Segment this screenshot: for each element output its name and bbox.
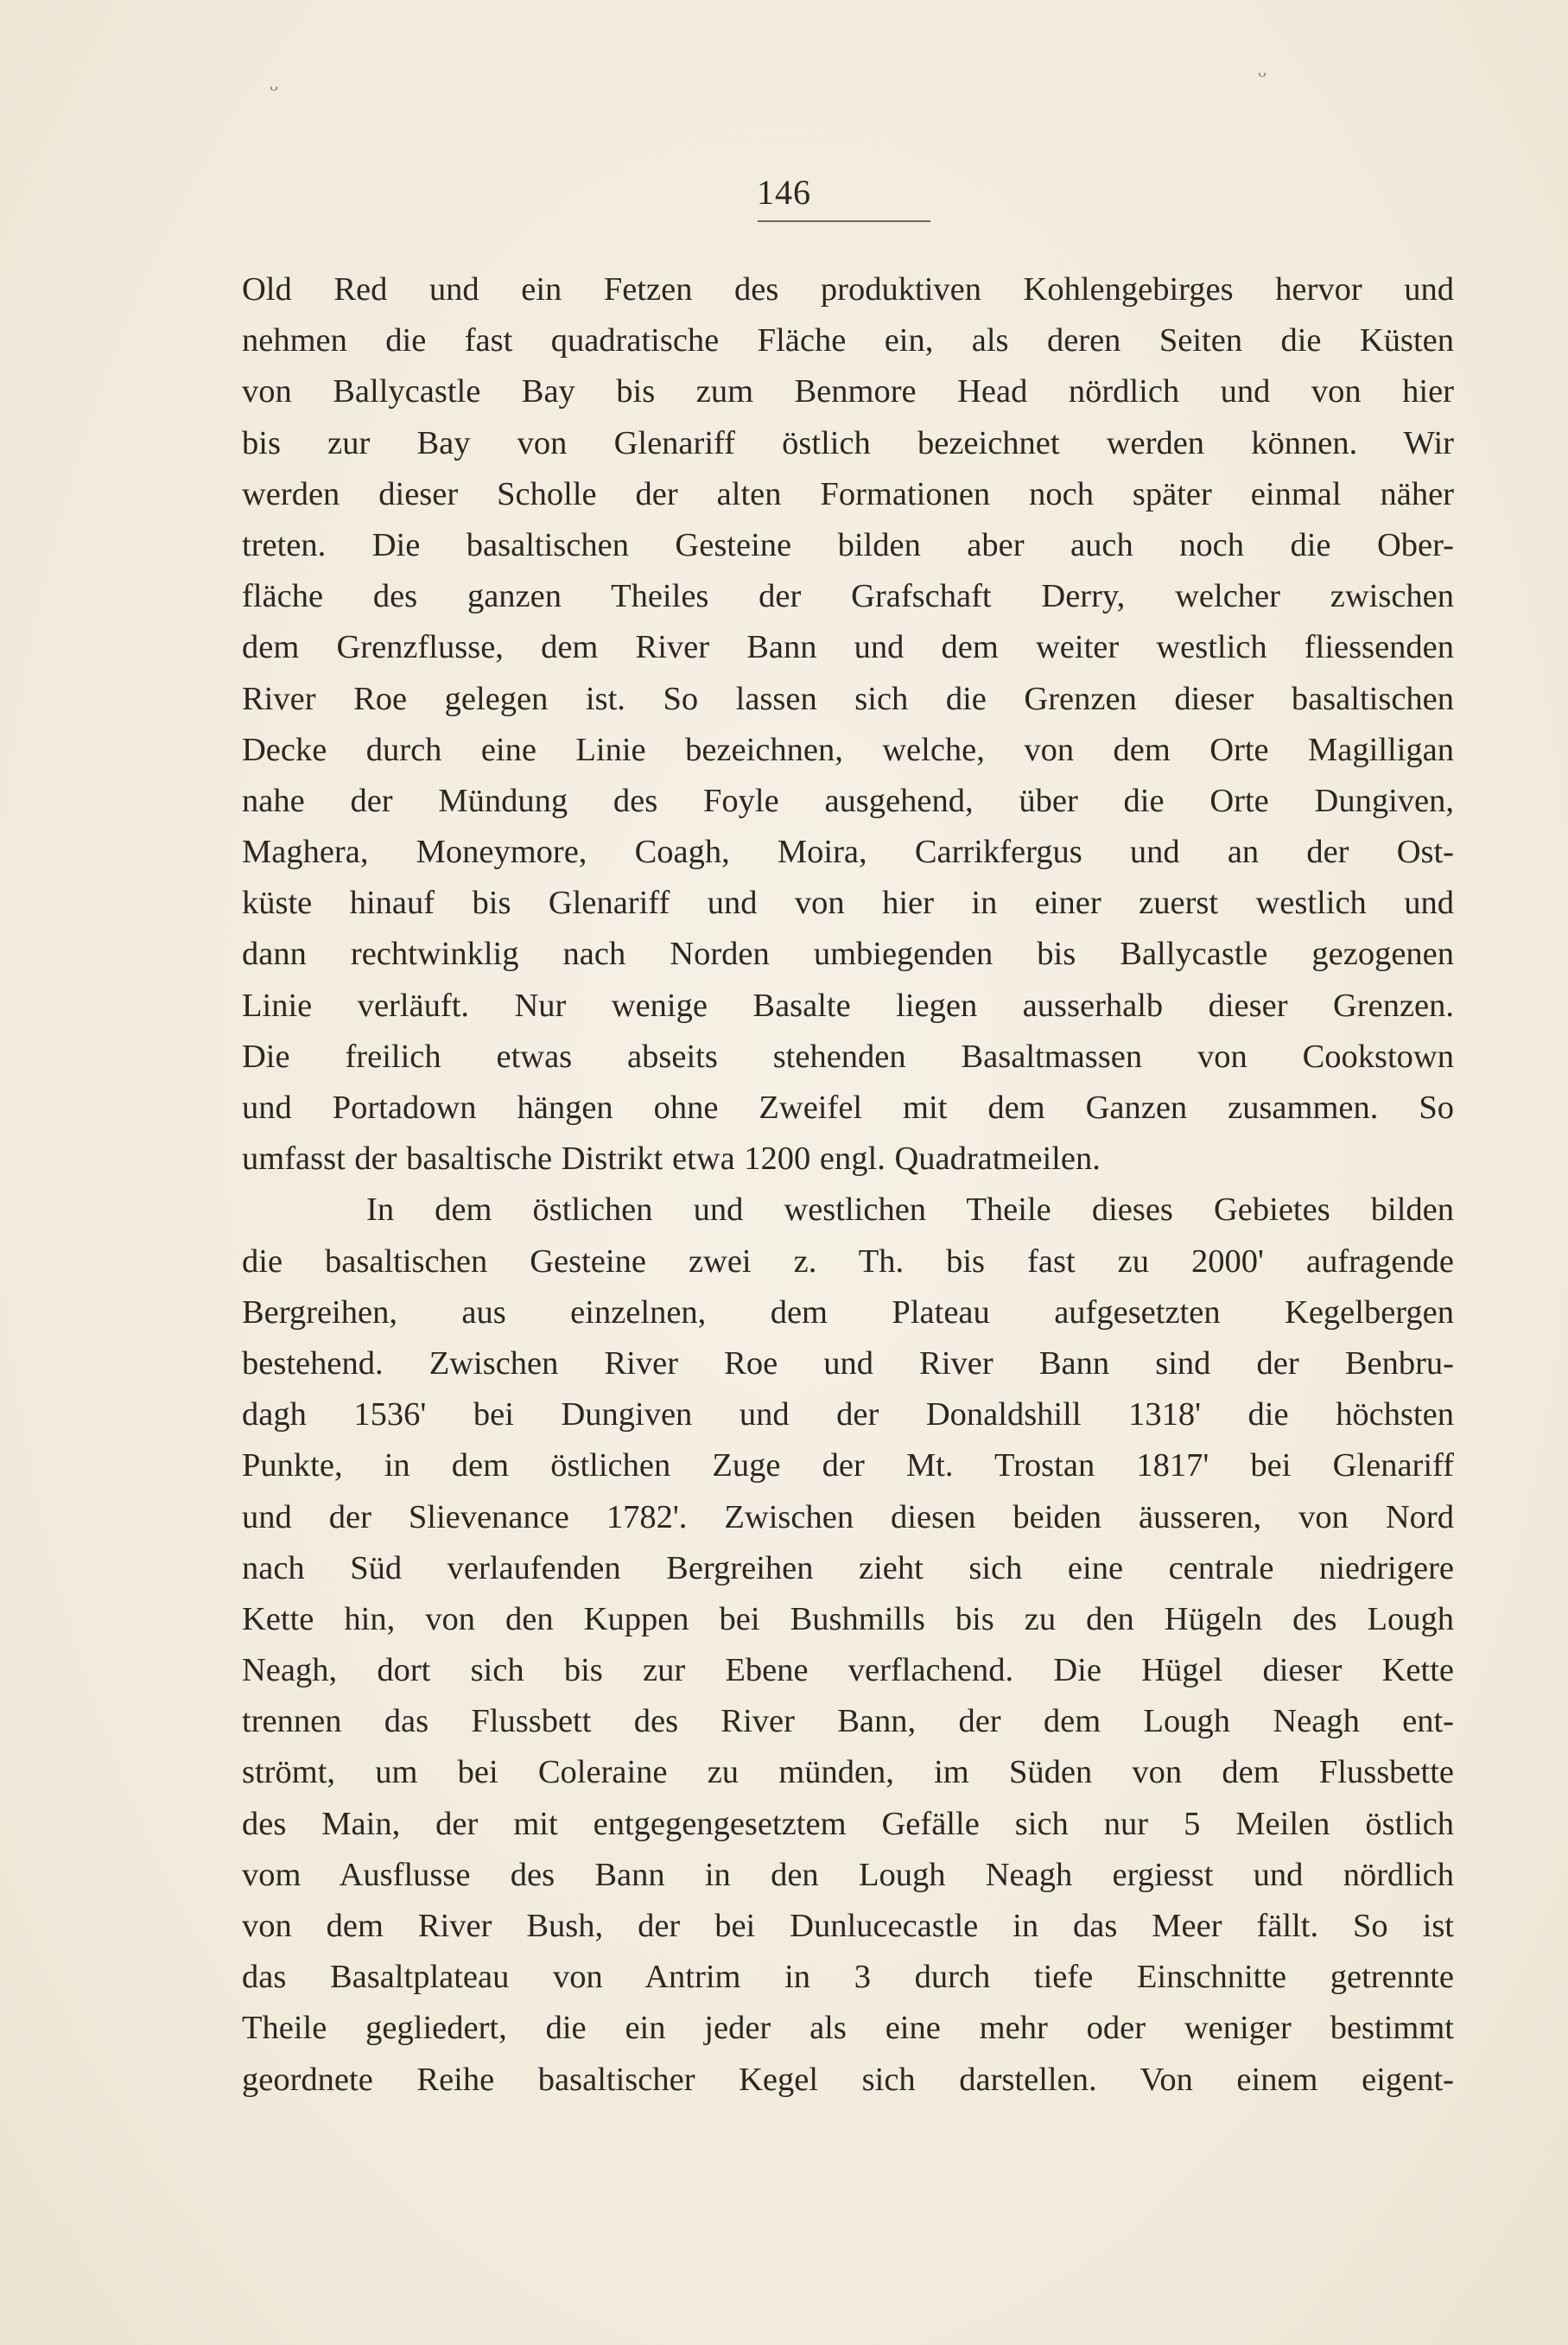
text-line: Punkte, in dem östlichen Zuge der Mt. Trostan 1817' bei Glenariff <box>242 1447 1454 1484</box>
text-line: nahe der Mündung des Foyle ausgehend, über die Orte Dungiven, <box>242 782 1454 819</box>
text-line: treten. Die basaltischen Gesteine bilden aber auch noch die Ober- <box>242 526 1454 563</box>
text-line: Bergreihen, aus einzelnen, dem Plateau aufgesetzten Kegelbergen <box>242 1293 1454 1331</box>
text-line: das Basaltplateau von Antrim in 3 durch tiefe Einschnitte getrennte <box>242 1959 1454 1996</box>
text-line: trennen das Flussbett des River Bann, der dem Lough Neagh ent- <box>242 1703 1454 1740</box>
text-line: von dem River Bush, der bei Dunlucecastle in das Meer fällt. So ist <box>242 1908 1454 1944</box>
text-line: Theile gegliedert, die ein jeder als eine mehr oder weniger bestimmt <box>242 2010 1454 2047</box>
text-line: dann rechtwinklig nach Norden umbiegenden bis Ballycastle gezogenen <box>242 936 1454 973</box>
body-text <box>242 264 1454 2106</box>
text-line: nach Süd verlaufenden Bergreihen zieht sich eine centrale niedrigere <box>242 1549 1454 1586</box>
text-line: und der Slievenance 1782'. Zwischen diesen beiden äusseren, von Nord <box>242 1498 1454 1535</box>
text-line: bis zur Bay von Glenariff östlich bezeichnet werden können. Wir <box>242 424 1454 461</box>
text-line: und Portadown hängen ohne Zweifel mit dem Ganzen zusammen. So <box>242 1090 1454 1126</box>
text-line: des Main, der mit entgegengesetztem Gefälle sich nur 5 Meilen östlich <box>242 1805 1454 1842</box>
text-line: die basaltischen Gesteine zwei z. Th. bis fast zu 2000' aufragende <box>242 1242 1454 1280</box>
text-line: von Ballycastle Bay bis zum Benmore Head nördlich und von hier <box>242 373 1454 410</box>
corner-mark-left: ᴗ <box>270 76 278 95</box>
text-line: Linie verläuft. Nur wenige Basalte liegen ausserhalb dieser Grenzen. <box>242 987 1454 1024</box>
text-line: Old Red und ein Fetzen des produktiven Kohlengebirges hervor und <box>242 271 1454 308</box>
text-line: vom Ausflusse des Bann in den Lough Neagh ergiesst und nördlich <box>242 1856 1454 1893</box>
text-line: fläche des ganzen Theiles der Grafschaft Derry, welcher zwischen <box>242 578 1454 615</box>
text-line: River Roe gelegen ist. So lassen sich die Grenzen dieser basaltischen <box>242 680 1454 717</box>
text-line: dem Grenzflusse, dem River Bann und dem weiter westlich fliessenden <box>242 629 1454 666</box>
text-line: bestehend. Zwischen River Roe und River Bann sind der Benbru- <box>242 1344 1454 1382</box>
text-line: In dem östlichen und westlichen Theile dieses Gebietes bilden <box>366 1192 1454 1229</box>
text-line: nehmen die fast quadratische Fläche ein, als deren Seiten die Küsten <box>242 322 1454 359</box>
text-line: Decke durch eine Linie bezeichnen, welche, von dem Orte Magilligan <box>242 731 1454 768</box>
text-line: Kette hin, von den Kuppen bei Bushmills bis zu den Hügeln des Lough <box>242 1600 1454 1637</box>
corner-mark-right: ᴗ <box>1258 62 1266 81</box>
text-line: Die freilich etwas abseits stehenden Basaltmassen von Cookstown <box>242 1038 1454 1075</box>
page-number-rule <box>758 220 930 222</box>
text-line: geordnete Reihe basaltischer Kegel sich darstellen. Von einem eigent- <box>242 2061 1454 2098</box>
text-line: Maghera, Moneymore, Coagh, Moira, Carrikfergus und an der Ost- <box>242 834 1454 871</box>
text-line: umfasst der basaltische Distrikt etwa 1200 engl. Quadratmeilen. <box>242 1141 1101 1178</box>
text-line: strömt, um bei Coleraine zu münden, im Süden von dem Flussbette <box>242 1754 1454 1791</box>
text-line: werden dieser Scholle der alten Formationen noch später einmal näher <box>242 475 1454 512</box>
text-line: küste hinauf bis Glenariff und von hier in einer zuerst westlich und <box>242 885 1454 922</box>
text-line: dagh 1536' bei Dungiven und der Donaldshill 1318' die höchsten <box>242 1396 1454 1433</box>
page-number: 146 <box>757 173 811 212</box>
text-line: Neagh, dort sich bis zur Ebene verflachend. Die Hügel dieser Kette <box>242 1652 1454 1689</box>
